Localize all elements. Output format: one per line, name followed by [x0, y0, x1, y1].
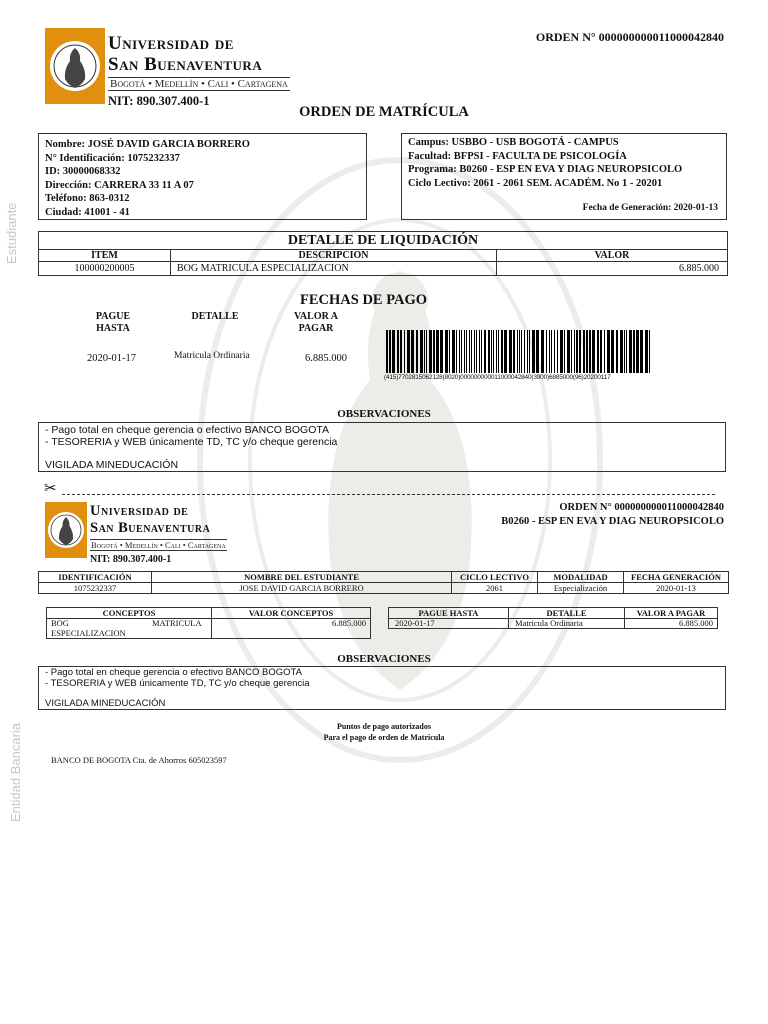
barcode-bar — [586, 330, 588, 373]
barcode-bar — [527, 330, 528, 373]
barcode-bar — [611, 330, 614, 373]
stub-header-fecha: FECHA GENERACIÓN — [631, 572, 721, 582]
academic-fecha-generacion: Fecha de Generación: 2020-01-13 — [582, 203, 718, 213]
stub-pago-detalle: Matricula Ordinaria — [509, 619, 625, 628]
cut-line — [62, 494, 715, 495]
banco-cuenta: BANCO DE BOGOTA Cta. de Ahorros 605023597 — [51, 755, 227, 765]
barcode-bar — [488, 330, 490, 373]
observaciones-line-3: VIGILADA MINEDUCACIÓN — [45, 459, 179, 471]
academic-programa: Programa: B0260 - ESP EN EVA Y DIAG NEUROPSICOLO — [408, 164, 683, 175]
stub-pago-table — [388, 607, 718, 629]
stub-pago-header-row — [389, 608, 717, 619]
barcode-bar — [567, 330, 570, 373]
university-name-line1: Universidad de — [108, 33, 234, 54]
barcode-bar — [471, 330, 472, 373]
barcode-bar — [459, 330, 460, 373]
stub-ciclo: 2061 — [452, 583, 538, 593]
side-label-estudiante: Estudiante — [4, 202, 19, 264]
liquidacion-descripcion: BOG MATRICULA ESPECIALIZACION — [171, 262, 497, 275]
barcode-bar — [476, 330, 477, 373]
stub-fecha: 2020-01-13 — [656, 583, 696, 593]
barcode-bar — [464, 330, 465, 373]
barcode-bar — [445, 330, 448, 373]
barcode-bar — [474, 330, 475, 373]
fechas-row-fecha: 2020-01-17 — [87, 353, 136, 364]
barcode-bar — [397, 330, 399, 373]
liquidacion-header-descripcion: DESCRIPCIÓN — [171, 250, 497, 261]
academic-facultad: Facultad: BFPSI - FACULTA DE PSICOLOGÍA — [408, 150, 627, 162]
stub-header-identificacion: IDENTIFICACIÓN — [39, 572, 152, 582]
barcode-bar — [629, 330, 632, 373]
academic-campus: Campus: USBBO - USB BOGOTÁ - CAMPUS — [408, 137, 619, 148]
barcode-bar — [583, 330, 585, 373]
puntos-pago-title: Puntos de pago autorizados — [336, 722, 431, 731]
stub-header-ciclo: CICLO LECTIVO — [452, 572, 538, 582]
barcode-bar — [521, 330, 522, 373]
barcode-bar — [529, 330, 530, 373]
barcode-bar — [589, 330, 591, 373]
barcode-bar — [604, 330, 605, 373]
barcode-bar — [498, 330, 499, 373]
barcode-bar — [440, 330, 443, 373]
stub-pago-fecha: 2020-01-17 — [389, 619, 509, 628]
fechas-row-valor: 6.885.000 — [305, 353, 347, 364]
document-title: ORDEN DE MATRÍCULA — [299, 104, 469, 120]
barcode-bar — [600, 330, 602, 373]
stub-header-detalle: DETALLE — [509, 608, 625, 618]
university-cities: Bogotá • Medellín • Cali • Cartagena — [110, 78, 288, 90]
barcode-bar — [557, 330, 558, 373]
fechas-row-detalle: Matricula Ordinaria — [174, 351, 250, 361]
liquidacion-row — [39, 262, 727, 275]
academic-ciclo: Ciclo Lectivo: 2061 - 2061 SEM. ACADÉM. No 1 - 20201 — [408, 177, 663, 189]
barcode-bar — [416, 330, 418, 373]
stub-identificacion: 1075232337 — [39, 583, 152, 593]
stub-conceptos-header-row — [47, 608, 370, 619]
stub-conceptos-row — [47, 619, 370, 638]
barcode-bar — [645, 330, 648, 373]
barcode-bar — [420, 330, 423, 373]
barcode-bar — [517, 330, 518, 373]
barcode-bar — [616, 330, 618, 373]
barcode-bar — [626, 330, 627, 373]
puntos-pago-subtitle: Para el pago de orden de Matricula — [323, 733, 445, 742]
stub-pago-row — [389, 619, 717, 628]
barcode-bar — [571, 330, 572, 373]
liquidacion-header-item: ÍTEM — [39, 250, 171, 261]
barcode-bar — [607, 330, 610, 373]
barcode-bar — [554, 330, 555, 373]
stub-university-name-line2: San Buenaventura — [90, 519, 211, 536]
barcode-bar — [564, 330, 565, 373]
liquidacion-table — [38, 231, 728, 276]
stub-info-row — [39, 583, 728, 593]
seal-icon — [45, 28, 105, 104]
stub-concepto-b: MATRICULA — [152, 619, 202, 628]
barcode-bar — [513, 330, 515, 373]
barcode-bar — [532, 330, 535, 373]
barcode-bar — [636, 330, 639, 373]
fechas-header-valor-a-pagar: VALOR A PAGAR — [294, 311, 338, 334]
barcode-bar — [429, 330, 432, 373]
observaciones-line-1: - Pago total en cheque gerencia o efectivo BANCO BOGOTA — [45, 424, 330, 436]
barcode-bar — [519, 330, 520, 373]
barcode-bar — [407, 330, 410, 373]
scissors-icon: ✂ — [44, 481, 57, 497]
barcode-bar — [541, 330, 544, 373]
stub-info-table — [38, 571, 729, 594]
stub-concepto-c: ESPECIALIZACION — [51, 628, 126, 638]
observaciones-box — [38, 422, 726, 472]
barcode-bar — [400, 330, 402, 373]
student-direccion: Dirección: CARRERA 33 11 A 07 — [45, 179, 194, 191]
stub-programa: B0260 - ESP EN EVA Y DIAG NEUROPSICOLO — [501, 516, 724, 527]
fechas-header-pague-hasta: PAGUE HASTA — [95, 311, 131, 334]
stub-conceptos-table — [46, 607, 371, 639]
student-id: ID: 30000068332 — [45, 166, 121, 177]
stub-concepto-a: BOG — [51, 619, 69, 628]
side-label-entidad-bancaria: Entidad Bancaria — [8, 722, 23, 822]
barcode-bar — [449, 330, 450, 373]
order-number: ORDEN N° 000000000011000042840 — [535, 30, 724, 44]
stub-header-pague-hasta: PAGUE HASTA — [389, 608, 509, 618]
barcode-bar — [461, 330, 462, 373]
stub-header-modalidad: MODALIDAD — [538, 572, 624, 582]
barcode-bar — [452, 330, 455, 373]
liquidacion-header-row — [39, 250, 727, 262]
liquidacion-header-valor: VALOR — [594, 250, 630, 261]
stub-seal-icon — [45, 502, 87, 558]
barcode-bar — [640, 330, 643, 373]
barcode-bar — [576, 330, 578, 373]
barcode-bar — [501, 330, 503, 373]
student-info-box — [38, 133, 367, 220]
barcode-bar — [404, 330, 405, 373]
barcode-bar — [574, 330, 575, 373]
barcode-bar — [549, 330, 550, 373]
barcode-bar — [456, 330, 457, 373]
barcode-bar — [524, 330, 525, 373]
barcode-bar — [411, 330, 414, 373]
stub-observaciones-title: OBSERVACIONES — [337, 653, 431, 665]
barcode-bar — [546, 330, 547, 373]
stub-observaciones-line-1: - Pago total en cheque gerencia o efectivo BANCO BOGOTA — [45, 667, 302, 678]
stub-header-conceptos: CONCEPTOS — [47, 608, 212, 618]
stub-university-nit: NIT: 890.307.400-1 — [90, 554, 172, 565]
barcode-bar — [560, 330, 563, 373]
university-name-line2: San Buenaventura — [108, 54, 263, 75]
barcode-bar — [466, 330, 467, 373]
barcode-bar — [620, 330, 623, 373]
stub-order-number: ORDEN N° 000000000011000042840 — [559, 502, 724, 513]
stub-info-header-row — [39, 572, 728, 583]
liquidacion-item: 100000200005 — [39, 262, 171, 275]
barcode-bar — [481, 330, 482, 373]
liquidacion-valor: 6.885.000 — [679, 263, 719, 274]
barcode-bar — [491, 330, 492, 373]
barcode-bar — [649, 330, 650, 373]
stub-university-cities: Bogotá • Medellín • Cali • Cartagena — [91, 540, 226, 550]
barcode-bar — [551, 330, 552, 373]
stub-modalidad: Especialización — [538, 583, 624, 593]
stub-pago-valor: 6.885.000 — [679, 619, 713, 628]
stub-university-name-line1: Universidad de — [90, 503, 189, 519]
student-nombre: Nombre: JOSÉ DAVID GARCIA BORRERO — [45, 139, 250, 150]
barcode-bar — [389, 330, 391, 373]
university-logo — [45, 28, 105, 104]
student-identificacion: N° Identificación: 1075232337 — [45, 152, 180, 164]
university-name — [108, 34, 290, 109]
barcode-bar — [433, 330, 435, 373]
barcode-bar — [493, 330, 494, 373]
observaciones-title: OBSERVACIONES — [337, 408, 431, 420]
university-nit: NIT: 890.307.400-1 — [108, 94, 210, 108]
barcode-bar — [597, 330, 599, 373]
barcode-bar — [484, 330, 486, 373]
barcode-bar — [633, 330, 635, 373]
stub-nombre: JOSE DAVID GARCIA BORRERO — [152, 583, 452, 593]
stub-university-name — [90, 504, 227, 565]
barcode-bar — [469, 330, 470, 373]
barcode-bar — [392, 330, 395, 373]
barcode-bar — [509, 330, 512, 373]
stub-header-nombre: NOMBRE DEL ESTUDIANTE — [152, 572, 452, 582]
fechas-header-detalle: DETALLE — [191, 311, 239, 322]
barcode-bar — [496, 330, 497, 373]
stub-header-valor-conceptos: VALOR CONCEPTOS — [248, 608, 334, 618]
student-ciudad: Ciudad: 41001 - 41 — [45, 206, 130, 218]
barcode-bar — [479, 330, 480, 373]
stub-observaciones-line-2: - TESORERIA y WEB únicamente TD, TC y/o cheque gerencia — [45, 678, 310, 689]
stub-university-logo — [45, 502, 87, 558]
stub-valor-concepto: 6.885.000 — [332, 619, 366, 628]
stub-observaciones-box — [38, 666, 726, 710]
barcode — [384, 330, 656, 373]
stub-concepto-cell — [47, 619, 212, 638]
student-telefono: Teléfono: 863-0312 — [45, 193, 130, 204]
stub-observaciones-line-3: VIGILADA MINEDUCACIÓN — [45, 698, 166, 709]
barcode-bar — [536, 330, 539, 373]
fechas-pago-title: FECHAS DE PAGO — [300, 292, 428, 308]
barcode-bar — [424, 330, 425, 373]
barcode-bar — [386, 330, 388, 373]
barcode-bar — [504, 330, 507, 373]
barcode-bar — [579, 330, 581, 373]
barcode-bar — [436, 330, 439, 373]
stub-header-valor-a-pagar: VALOR A PAGAR — [636, 608, 706, 618]
barcode-text: (415)7702815062128(8020)000000000011000042840(3900)6885000(96)20200117 — [384, 374, 611, 381]
academic-info-box — [401, 133, 727, 220]
liquidacion-title: DETALLE DE LIQUIDACIÓN — [39, 232, 727, 250]
barcode-bar — [624, 330, 625, 373]
barcode-bar — [426, 330, 427, 373]
barcode-bar — [592, 330, 595, 373]
observaciones-line-2: - TESORERIA y WEB únicamente TD, TC y/o cheque gerencia — [45, 436, 338, 448]
